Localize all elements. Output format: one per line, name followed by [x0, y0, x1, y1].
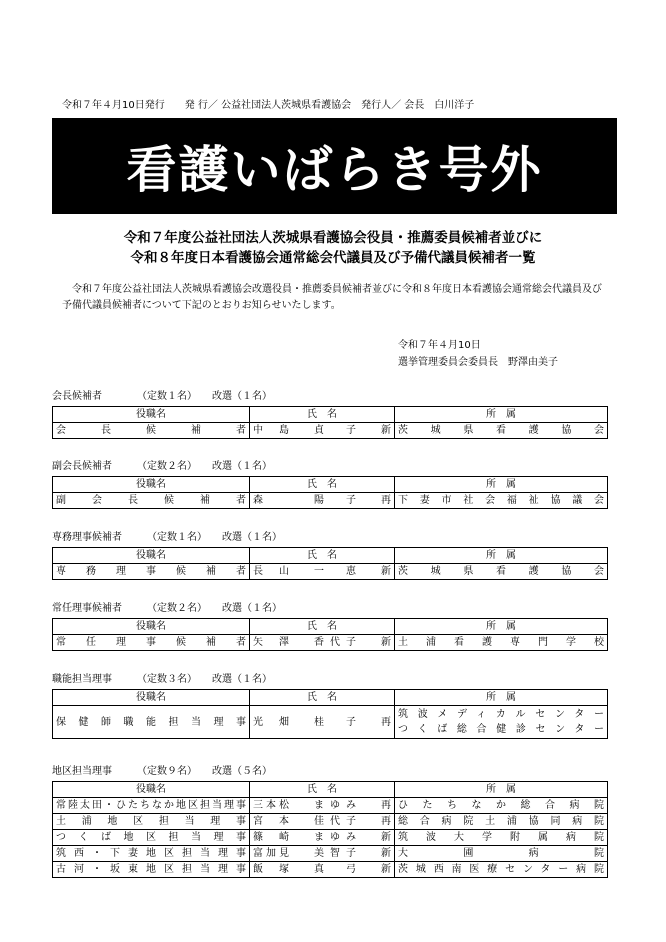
position-cell	[53, 564, 250, 580]
candidate-name	[253, 715, 391, 730]
candidate-status: 新	[381, 832, 391, 843]
position-text: 専務理事候補者	[56, 566, 246, 577]
name-family: 三本松	[253, 800, 289, 811]
affiliation-text: 総合病院土浦協同病院	[398, 816, 604, 827]
name-given: 香代子	[314, 637, 356, 648]
section-election: 改選（１名）	[212, 461, 272, 472]
affiliation-text: 茨城県看護協会	[398, 425, 604, 436]
candidate-name	[253, 862, 391, 877]
header-affiliation: 所 属	[395, 407, 608, 423]
section-title: 専務理事候補者	[52, 532, 122, 543]
position-text: 古河・坂東地区担当理事	[56, 864, 246, 875]
table-row	[53, 635, 608, 651]
affiliation-cell	[395, 814, 608, 830]
notice-date: 令和７年４月10日	[398, 340, 481, 351]
section-title: 地区担当理事	[52, 766, 112, 777]
position-text: 土浦地区担当理事	[56, 816, 246, 827]
section-election: 改選（１名）	[212, 674, 272, 685]
name-given: 真弓	[314, 864, 356, 875]
section-quota: （定数９名）	[142, 766, 192, 777]
name-family: 矢澤	[253, 637, 289, 648]
position-cell	[53, 493, 250, 509]
affiliation-cell	[395, 846, 608, 862]
table-header-row	[53, 477, 608, 493]
position-cell	[53, 798, 250, 814]
header-position: 役職名	[53, 548, 250, 564]
name-cell	[250, 798, 395, 814]
table-row	[53, 493, 608, 509]
header-position: 役職名	[53, 782, 250, 798]
headline-line-2: 令和８年度日本看護協会通常総会代議員及び予備代議員候補者一覧	[130, 250, 536, 266]
section-label	[52, 460, 600, 474]
table-row	[53, 830, 608, 846]
candidate-table	[52, 476, 608, 509]
name-given: 貞子	[314, 425, 356, 436]
position-text: つくば地区担当理事	[56, 832, 246, 843]
table-row	[53, 862, 608, 878]
masthead	[62, 96, 474, 111]
name-family: 長山	[253, 566, 289, 577]
name-family: 篠崎	[253, 832, 289, 843]
position-cell	[53, 830, 250, 846]
table-header-row	[53, 548, 608, 564]
header-affiliation: 所 属	[395, 619, 608, 635]
affiliation-cell	[395, 830, 608, 846]
affiliation-cell	[395, 706, 608, 739]
issue-date: 令和７年４月10日発行	[62, 100, 165, 111]
section-2	[52, 460, 604, 509]
position-cell	[53, 635, 250, 651]
table-header-row	[53, 619, 608, 635]
table-header-row	[53, 782, 608, 798]
publisher: 発 行／ 公益社団法人茨城県看護協会	[184, 100, 352, 111]
affiliation-cell	[395, 862, 608, 878]
candidate-name	[253, 635, 391, 650]
name-cell	[250, 564, 395, 580]
candidate-status: 再	[381, 495, 391, 506]
name-family: 森	[253, 495, 263, 506]
candidate-table	[52, 547, 608, 580]
affiliation-cell	[395, 564, 608, 580]
name-family: 富加見	[253, 848, 289, 859]
name-cell	[250, 830, 395, 846]
intro-paragraph: 令和７年度公益社団法人茨城県看護協会改選役員・推薦委員候補者並びに令和８年度日本看護協会通常総会代議員及び予備代議員候補者について下記のとおりお知らせいたします。	[62, 284, 602, 311]
position-cell	[53, 423, 250, 439]
section-5	[52, 673, 604, 739]
section-6	[52, 765, 604, 878]
section-label	[52, 531, 600, 545]
affiliation-cell	[395, 635, 608, 651]
affiliation-text: 下妻市社会福祉協議会	[398, 495, 604, 506]
name-given: まゆみ	[314, 800, 356, 811]
table-header-row	[53, 690, 608, 706]
name-given: まゆみ	[314, 832, 356, 843]
candidate-status: 新	[381, 637, 391, 648]
name-cell	[250, 846, 395, 862]
affiliation-text: 筑波大学附属病院	[398, 832, 604, 843]
table-header-row	[53, 407, 608, 423]
section-label	[52, 765, 600, 779]
header-position: 役職名	[53, 407, 250, 423]
header-affiliation: 所 属	[395, 782, 608, 798]
candidate-status: 再	[381, 716, 391, 728]
header-affiliation: 所 属	[395, 477, 608, 493]
name-given: 佳代子	[314, 816, 356, 827]
header-name: 氏 名	[250, 619, 395, 635]
banner-title: 看護いばらき号外	[52, 118, 617, 214]
header-position: 役職名	[53, 477, 250, 493]
name-given: 陽子	[314, 495, 356, 506]
candidate-status: 再	[381, 800, 391, 811]
candidate-name	[253, 846, 391, 861]
candidate-name	[253, 814, 391, 829]
position-cell	[53, 706, 250, 739]
affiliation-cell	[395, 423, 608, 439]
affiliation-cell	[395, 493, 608, 509]
candidate-status: 新	[381, 566, 391, 577]
section-3	[52, 531, 604, 580]
affiliation-text: つくば総合健診センター	[398, 724, 604, 735]
header-name: 氏 名	[250, 407, 395, 423]
candidate-name	[253, 564, 391, 579]
position-cell	[53, 814, 250, 830]
name-cell	[250, 635, 395, 651]
election-official: 選挙管理委員会委員長 野澤由美子	[398, 357, 558, 368]
position-cell	[53, 862, 250, 878]
issuer: 発行人／ 会長 白川洋子	[361, 100, 475, 111]
name-given: 桂子	[314, 716, 356, 728]
candidate-status: 新	[381, 848, 391, 859]
candidate-table	[52, 406, 608, 439]
affiliation-text: ひたちなか総合病院	[398, 800, 604, 811]
table-row	[53, 846, 608, 862]
table-row	[53, 423, 608, 439]
section-quota: （定数１名）	[152, 532, 202, 543]
section-quota: （定数３名）	[142, 674, 192, 685]
position-text: 副会長候補者	[56, 495, 246, 506]
header-position: 役職名	[53, 690, 250, 706]
candidate-name	[253, 830, 391, 845]
table-row	[53, 706, 608, 739]
section-4	[52, 602, 604, 651]
header-name: 氏 名	[250, 477, 395, 493]
affiliation-cell	[395, 798, 608, 814]
name-family: 中島	[253, 425, 289, 436]
section-election: 改選（１名）	[222, 603, 282, 614]
affiliation-text: 土浦看護専門学校	[398, 637, 604, 648]
candidate-name	[253, 493, 391, 508]
section-title: 会長候補者	[52, 391, 102, 402]
name-given: 一恵	[314, 566, 356, 577]
name-family: 宮本	[253, 816, 289, 827]
header-name: 氏 名	[250, 782, 395, 798]
candidate-table	[52, 689, 608, 739]
table-row	[53, 814, 608, 830]
headline-line-1: 令和７年度公益社団法人茨城県看護協会役員・推薦委員候補者並びに	[123, 230, 543, 246]
table-row	[53, 564, 608, 580]
name-cell	[250, 814, 395, 830]
name-family: 飯塚	[253, 864, 289, 875]
position-text: 常陸太田・ひたちなか地区担当理事	[56, 800, 246, 811]
section-title: 常任理事候補者	[52, 603, 122, 614]
candidate-status: 新	[381, 864, 391, 875]
name-cell	[250, 423, 395, 439]
position-text: 会長候補者	[56, 425, 246, 436]
name-family: 光畑	[253, 716, 289, 728]
name-cell	[250, 862, 395, 878]
candidate-status: 新	[381, 425, 391, 436]
affiliation-text: 茨城西南医療センター病院	[398, 864, 604, 875]
section-election: 改選（１名）	[222, 532, 282, 543]
section-label	[52, 673, 600, 687]
table-row	[53, 798, 608, 814]
section-title: 職能担当理事	[52, 674, 112, 685]
candidate-table	[52, 618, 608, 651]
candidate-status: 再	[381, 816, 391, 827]
header-name: 氏 名	[250, 690, 395, 706]
position-text: 筑西・下妻地区担当理事	[56, 848, 246, 859]
affiliation-text: 大圃病院	[398, 848, 604, 859]
section-label	[52, 602, 600, 616]
name-cell	[250, 493, 395, 509]
section-election: 改選（５名）	[212, 766, 272, 777]
affiliation-text: 筑波メディカルセンター	[398, 709, 604, 720]
section-election: 改選（１名）	[212, 391, 272, 402]
section-title: 副会長候補者	[52, 461, 112, 472]
section-quota: （定数２名）	[142, 461, 192, 472]
section-label	[52, 390, 600, 404]
candidate-name	[253, 423, 391, 438]
name-cell	[250, 706, 395, 739]
affiliation-text: 茨城県看護協会	[398, 566, 604, 577]
position-cell	[53, 846, 250, 862]
name-given: 美智子	[314, 848, 356, 859]
candidate-table	[52, 781, 608, 878]
header-name: 氏 名	[250, 548, 395, 564]
header-position: 役職名	[53, 619, 250, 635]
header-affiliation: 所 属	[395, 690, 608, 706]
section-1	[52, 390, 604, 439]
position-text: 保健師職能担当理事	[56, 716, 246, 728]
section-quota: （定数１名）	[142, 391, 192, 402]
section-quota: （定数２名）	[152, 603, 202, 614]
candidate-name	[253, 798, 391, 813]
position-text: 常任理事候補者	[56, 637, 246, 648]
header-affiliation: 所 属	[395, 548, 608, 564]
